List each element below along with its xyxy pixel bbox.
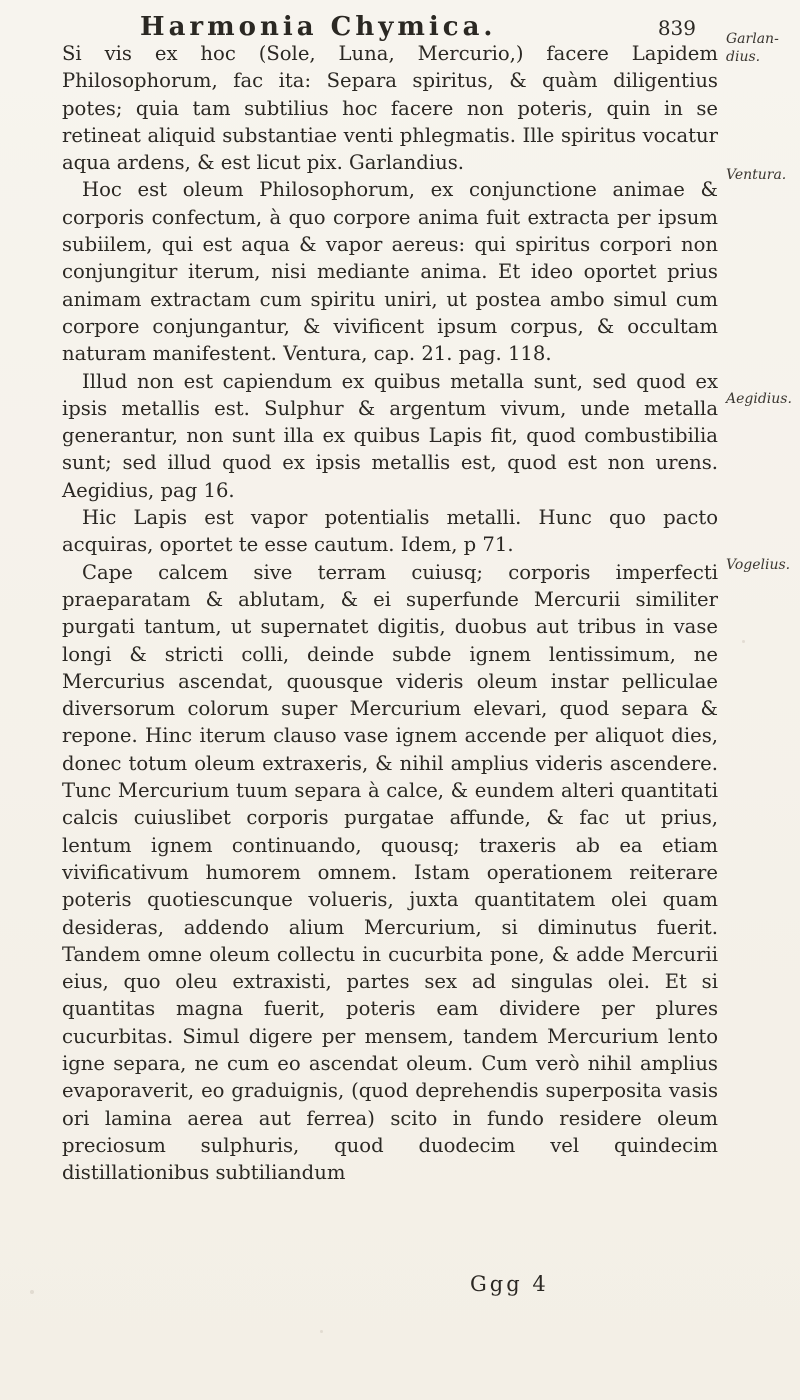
running-title: Harmonia Chymica.	[140, 12, 497, 42]
page-number: 839	[657, 16, 696, 40]
paper-speck	[742, 640, 745, 643]
margin-note-aegidius: Aegidius.	[726, 391, 792, 407]
paragraph-garlandius: Si vis ex hoc (Sole, Luna, Mercurio,) facere Lapidem Philosophorum, fac ita: Separa spiritus, & quàm diligentius potes; quia tam subtilius hoc facere non poteris, quin in se retineat aliquid substantiae venti phlegmatis. Ille spiritus vocatur aqua ardens, & est licut pix. Garlandius.	[62, 42, 718, 175]
margin-note-garlandius: Garlan-dius.	[726, 31, 779, 65]
paper-speck	[320, 1330, 323, 1333]
paper-speck	[30, 1290, 34, 1294]
paragraph-procedure: Cape calcem sive terram cuiusq; corporis imperfecti praeparatam & ablutam, & ei superfunde Mercurii similiter purgati tantum, ut supernatet digitis, duobus aut tribus in vase longi & stricti colli, deinde subde ignem lentissimum, ne Mercurius ascendat, quousque videris oleum instar pelliculae diversorum colorum super Mercurium elevari, quod separa & repone. Hinc iterum clauso vase ignem accende per aliquot dies, donec totum oleum extraxeris, & nihil amplius videris ascendere. Tunc Mercurium tuum separa à calce, & eundem alteri quantitati calcis cuiuslibet corporis purgatae affunde, & fac ut prius, lentum ignem continuando, quousq; traxeris ab ea etiam vivificativum humorem omnem. Istam operationem reiterare poteris quotiescunque volueris, juxta quantitatem olei quam desideras, addendo alium Mercurium, si diminutus fuerit. Tandem omne oleum collectu in cucurbita pone, & adde Mercurii eius, quo oleu extraxisti, partes sex ad singulas olei. Et si quantitas magna fuerit, poteris eam dividere per plures cucurbitas. Simul digere per mensem, tandem Mercurium lento igne separa, ne cum eo ascendat oleum. Cum verò nihil amplius evaporaverit, eo graduignis, (quod deprehendis superposita vasis ori lamina aerea aut ferrea) scito in fundo residere oleum preciosum sulphuris, quod duodecim vel quindecim distillationibus subtiliandum	[62, 560, 718, 1185]
paragraph-lapis: Hic Lapis est vapor potentialis metalli. Hunc quo pacto acquiras, oportet te esse cautum. Idem, p 71.	[62, 506, 718, 557]
margin-note-ventura: Ventura.	[726, 167, 787, 183]
margin-note-vogelius: Vogelius.	[726, 557, 791, 573]
paragraph-aegidius: Illud non est capiendum ex quibus metalla sunt, sed quod ex ipsis metallis est. Sulphur & argentum vivum, unde metalla generantur, non sunt illa ex quibus Lapis fit, quod combustibilia sunt; sed illud quod ex ipsis metallis est, quod est non urens. Aegidius, pag 16.	[62, 369, 718, 502]
signature-mark: Ggg 4	[470, 1272, 549, 1296]
paragraph-ventura: Hoc est oleum Philosophorum, ex conjunctione animae & corporis confectum, à quo corpore anima fuit extracta per ipsum subiilem, qui est aqua & vapor aereus: qui spiritus corpori non conjungitur iterum, nisi mediante anima. Et ideo oportet prius animam extractam cum spiritu uniri, ut postea ambo simul cum corpore conjungantur, & vivificent ipsum corpus, & occultam naturam manifestent. Ventura, cap. 21. pag. 118.	[62, 178, 718, 366]
body-text	[62, 40, 718, 1186]
